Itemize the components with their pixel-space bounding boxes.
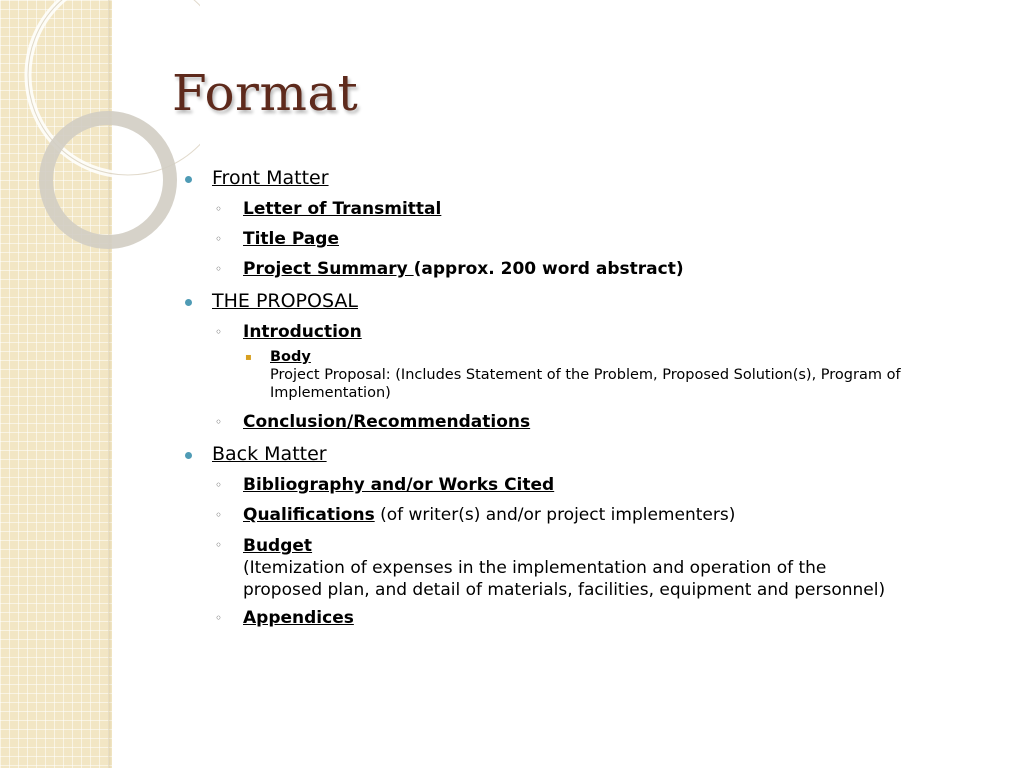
slide-title: Format [172, 64, 359, 122]
level2-bullet-icon: ◦ [215, 508, 223, 522]
list-item-appendices: Appendices [243, 608, 354, 628]
list-item-conclusion-recommendations: Conclusion/Recommendations [243, 412, 531, 432]
level2-bullet-icon: ◦ [215, 415, 223, 429]
list-item-title-page: Title Page [243, 229, 339, 249]
list-item-letter-of-transmittal: Letter of Transmittal [243, 199, 442, 219]
level2-bullet-icon: ◦ [215, 611, 223, 625]
list-item-front-matter: Front Matter [212, 167, 329, 189]
level2-bullet-icon: ◦ [215, 262, 223, 276]
list-item-body: Body Project Proposal: (Includes Statement of the Problem, Proposed Solution(s), Program of Implementation) [270, 349, 901, 401]
level3-bullet-icon: ▪ [245, 352, 252, 363]
level2-bullet-icon: ◦ [215, 232, 223, 246]
list-item-the-proposal: THE PROPOSAL [212, 290, 358, 312]
level1-bullet-icon [185, 299, 192, 306]
list-item-back-matter: Back Matter [212, 443, 327, 465]
level2-bullet-icon: ◦ [215, 325, 223, 339]
list-item-project-summary: Project Summary (approx. 200 word abstract) [243, 259, 684, 279]
list-item-qualifications: Qualifications (of writer(s) and/or project implementers) [243, 505, 736, 525]
level2-bullet-icon: ◦ [215, 202, 223, 216]
list-item-bibliography: Bibliography and/or Works Cited [243, 475, 555, 495]
list-item-budget: Budget (Itemization of expenses in the implementation and operation of the proposed plan, and detail of materials, facilities, equipment and personnel) [243, 536, 886, 600]
level2-bullet-icon: ◦ [215, 478, 223, 492]
level1-bullet-icon [185, 452, 192, 459]
level2-bullet-icon: ◦ [215, 538, 223, 552]
level1-bullet-icon [185, 176, 192, 183]
list-item-introduction: Introduction [243, 322, 362, 342]
